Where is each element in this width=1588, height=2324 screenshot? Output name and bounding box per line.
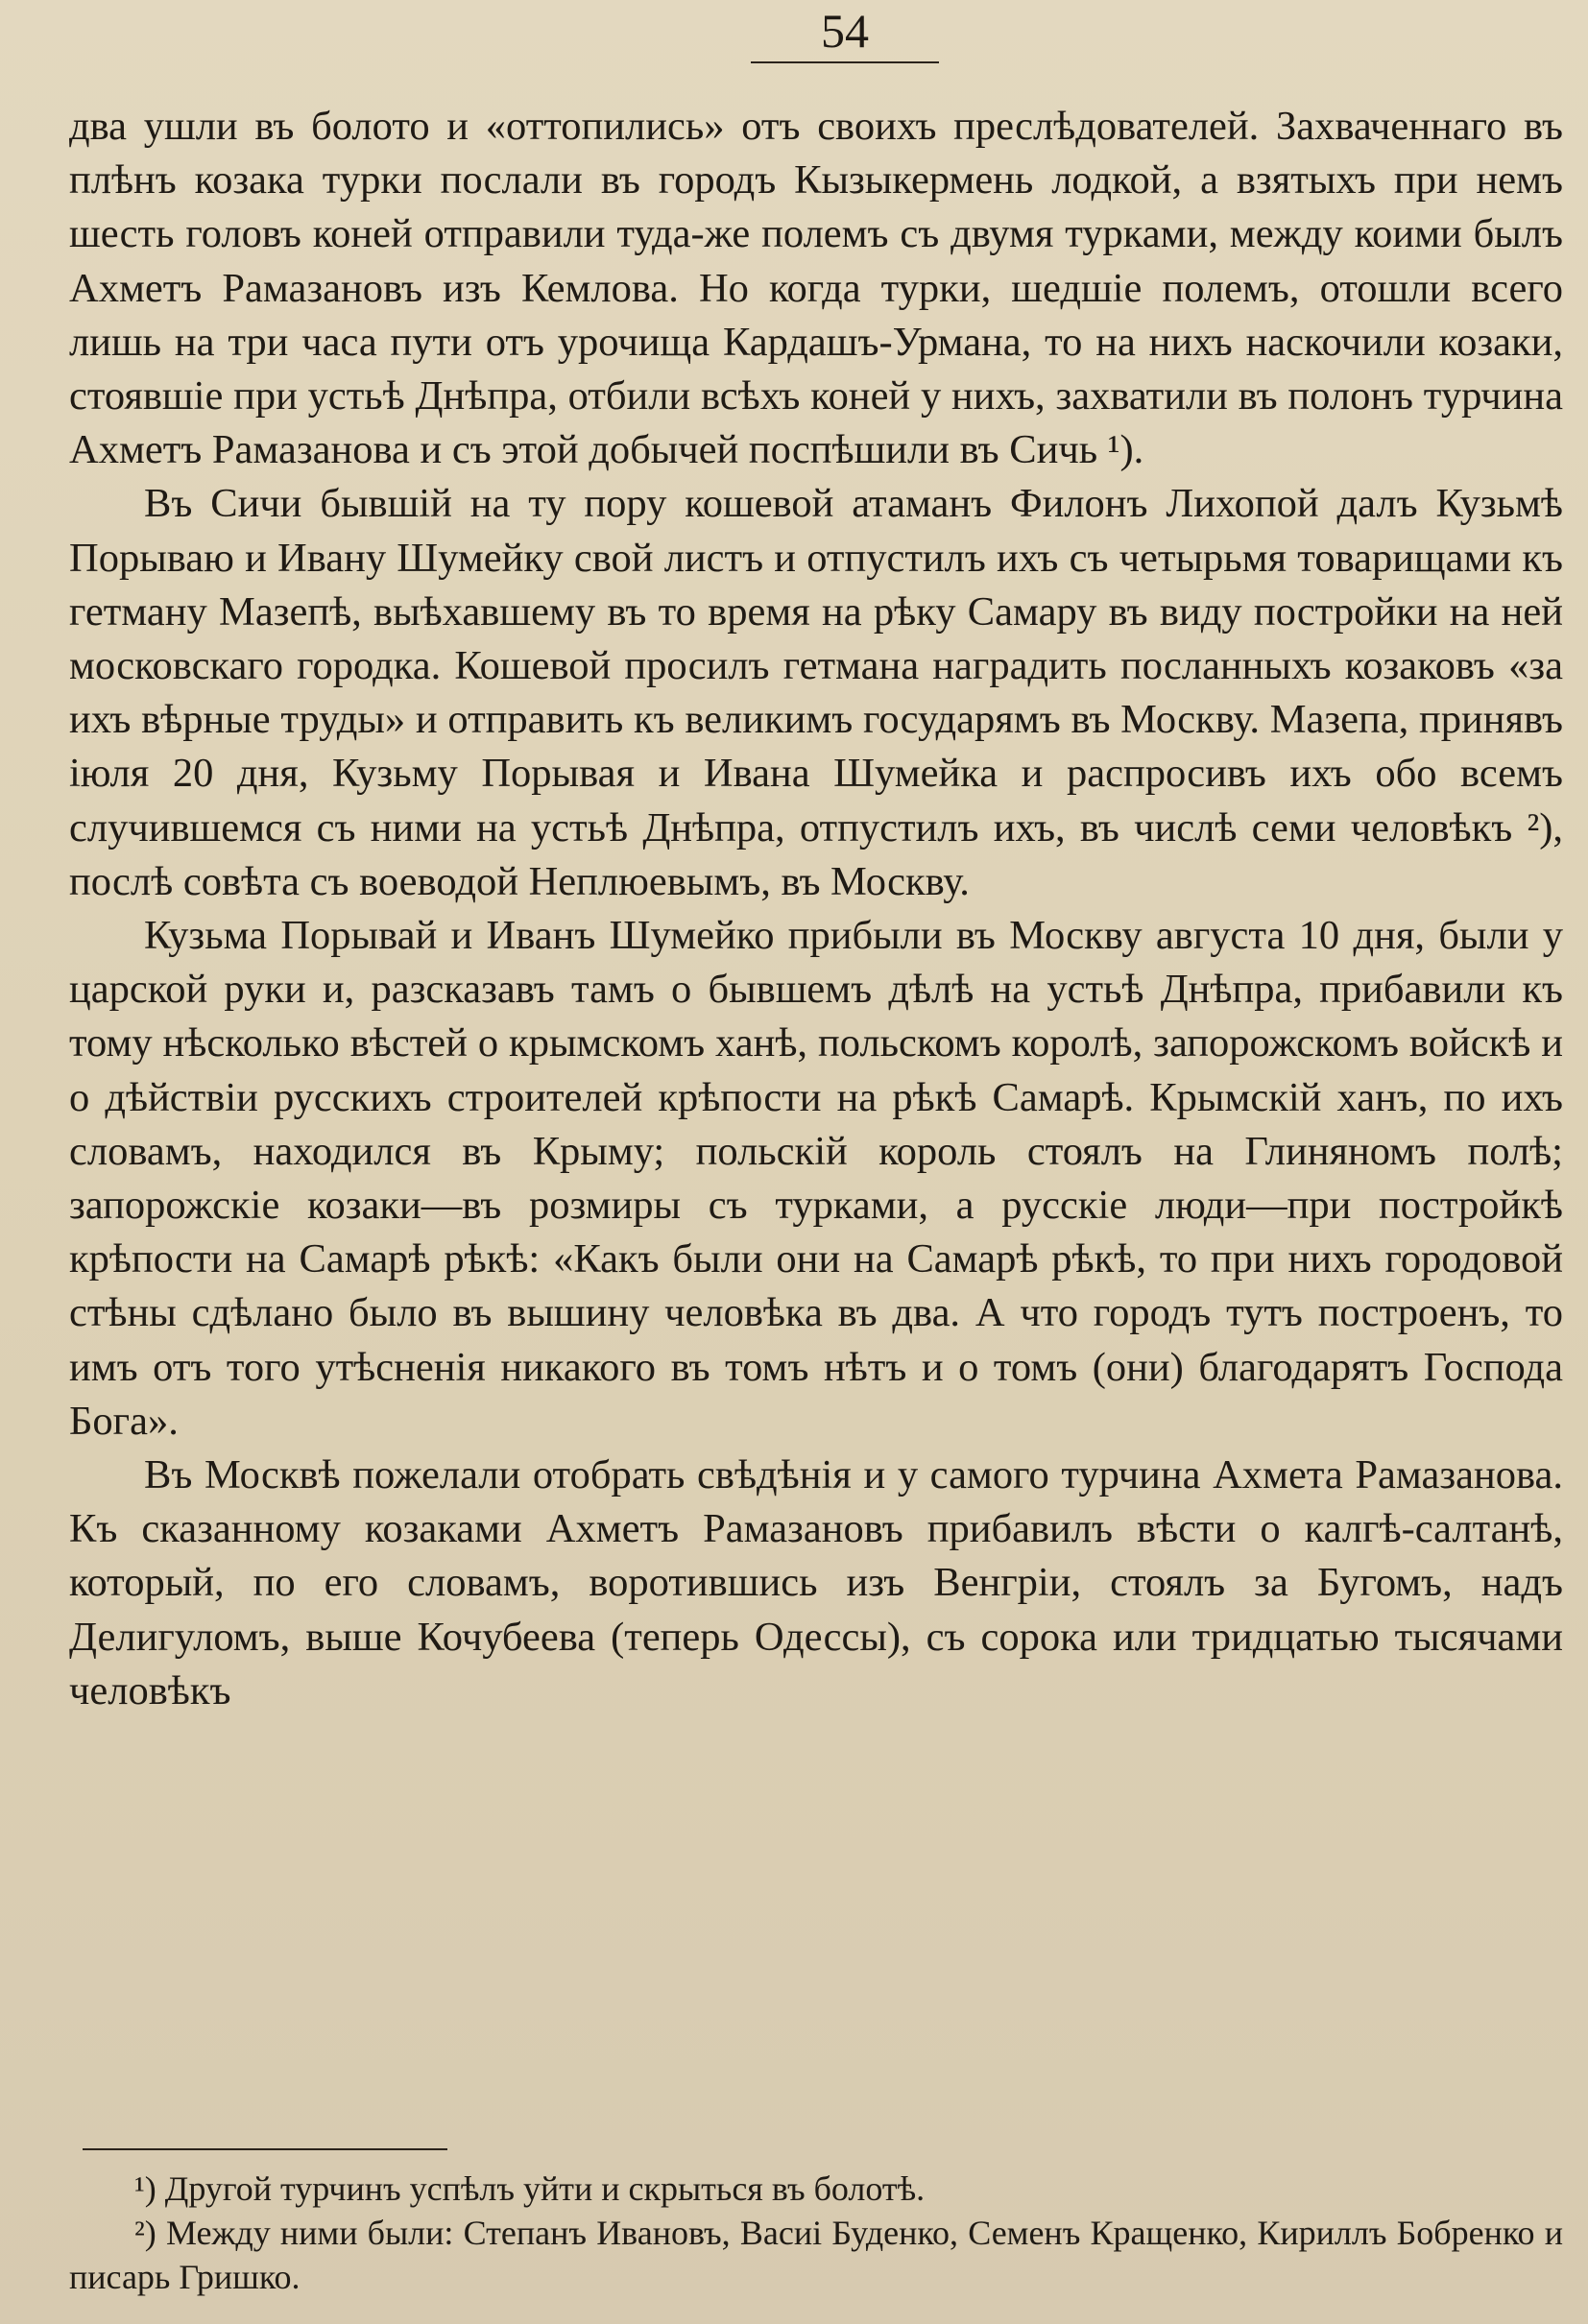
paragraph: два ушли въ болото и «оттопились» отъ своихъ преслѣдователей. Захваченнаго въ плѣнъ козака турки послали въ городъ Кызыкермень лодкой, а взятыхъ при немъ шесть головъ коней отправили туда-же полемъ съ двумя турками, между коими былъ Ахметъ Рамазановъ изъ Кемлова. Но когда турки, шедшіе полемъ, отошли всего лишь на три часа пути отъ урочища Кардашъ-Урмана, то на нихъ наскочили козаки, стоявшіе при устьѣ Днѣпра, отбили всѣхъ коней у нихъ, захватили въ полонъ турчина Ахметъ Рамазанова и съ этой добычей поспѣшили въ Сичь ¹). (69, 104, 1563, 473)
header-rule (751, 61, 939, 63)
paragraph: Кузьма Порывай и Иванъ Шумейко прибыли въ Москву августа 10 дня, были у царской руки и, разсказавъ тамъ о бывшемъ дѣлѣ на устьѣ Днѣпра, прибавили къ тому нѣсколько вѣстей о крымскомъ ханѣ, польскомъ королѣ, запорожскомъ войскѣ и о дѣйствіи русскихъ строителей крѣпости на рѣкѣ Самарѣ. Крымскій ханъ, по ихъ словамъ, находился въ Крыму; польскій король стоялъ на Глиняномъ полѣ; запорожскіе козаки—въ розмиры съ турками, а русскіе люди—при постройкѣ крѣпости на Самарѣ рѣкѣ: «Какъ были они на Самарѣ рѣкѣ, то при нихъ городовой стѣны сдѣлано было въ вышину человѣка въ два. А что городъ тутъ построенъ, то имъ отъ того утѣсненія никакого въ томъ нѣтъ и о томъ (они) благодарятъ Господа Бога». (69, 913, 1563, 1444)
footnote: ¹) Другой турчинъ успѣлъ уйти и скрыться въ болотѣ. (134, 2169, 926, 2208)
main-text (69, 100, 1563, 1718)
paragraph: Въ Москвѣ пожелали отобрать свѣдѣнія и у самого турчина Ахмета Рамазанова. Къ сказанному козаками Ахметъ Рамазановъ прибавилъ вѣсти о калгѣ-салтанѣ, который, по его словамъ, воротившись изъ Венгріи, стоялъ за Бугомъ, надъ Делигуломъ, выше Кочубеева (теперь Одессы), съ сорока или тридцатью тысячами человѣкъ (69, 1452, 1563, 1713)
footnote-rule (83, 2148, 447, 2150)
footnotes (69, 2167, 1563, 2299)
paragraph: Въ Сичи бывшій на ту пору кошевой атаманъ Филонъ Лихопой далъ Кузьмѣ Порываю и Ивану Шумейку свой листъ и отпустилъ ихъ съ четырьмя товарищами къ гетману Мазепѣ, выѣхавшему въ то время на рѣку Самару въ виду постройки на ней московскаго городка. Кошевой просилъ гетмана наградить посланныхъ козаковъ «за ихъ вѣрные труды» и отправить къ великимъ государямъ въ Москву. Мазепа, принявъ іюля 20 дня, Кузьму Порывая и Ивана Шумейка и распросивъ ихъ обо всемъ случившемся съ ними на устьѣ Днѣпра, отпустилъ ихъ, въ числѣ семи человѣкъ ²), послѣ совѣта съ воеводой Неплюевымъ, въ Москву. (69, 481, 1563, 904)
footnote: ²) Между ними были: Степанъ Ивановъ, Васиі Буденко, Семенъ Кращенко, Кириллъ Бобренко и писарь Гришко. (69, 2214, 1563, 2296)
page-number: 54 (821, 4, 869, 58)
